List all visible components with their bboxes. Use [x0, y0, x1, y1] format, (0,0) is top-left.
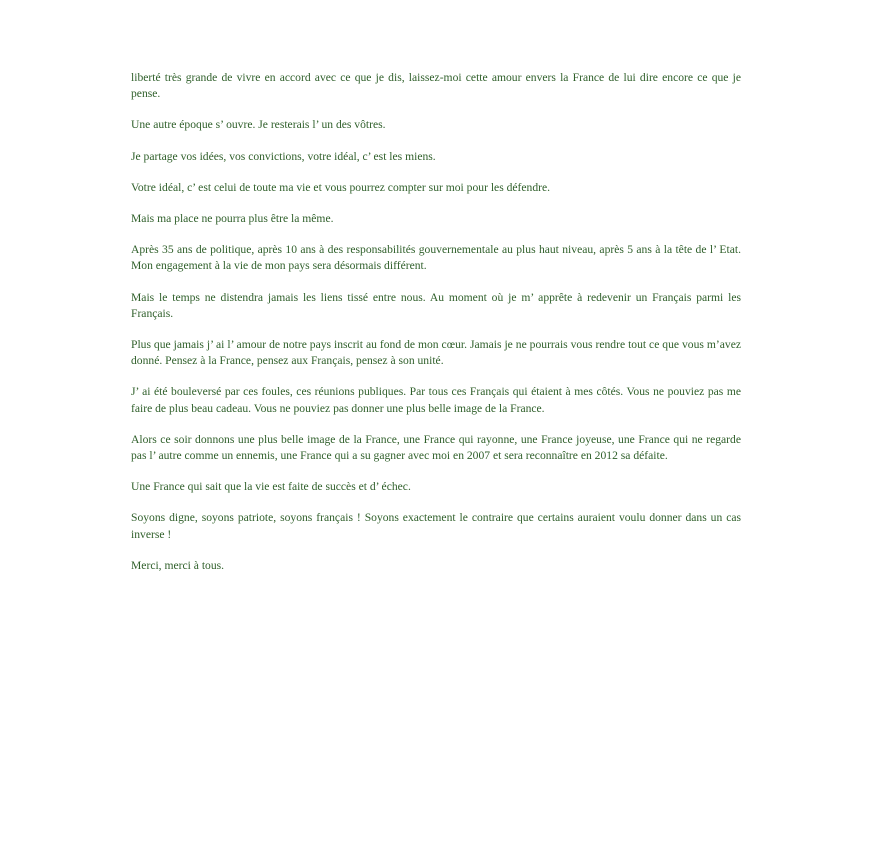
paragraph-12: Soyons digne, soyons patriote, soyons français ! Soyons exactement le contraire que certains auraient voulu donner dans un cas inverse !: [131, 511, 741, 541]
paragraph-8: Plus que jamais j’ ai l’ amour de notre pays inscrit au fond de mon cœur. Jamais je ne pourrais vous rendre tout ce que vous m’avez donné. Pensez à la France, pensez aux Français, pensez à son unité.: [131, 338, 741, 368]
paragraph-3: Je partage vos idées, vos convictions, votre idéal, c’ est les miens.: [131, 149, 436, 163]
paragraph-10: Alors ce soir donnons une plus belle image de la France, une France qui rayonne, une France joyeuse, une France qui ne regarde pas l’ autre comme un ennemis, une France qui a su gagner avec moi en 2007 et sera reconnaître en 2012 sa défaite.: [131, 432, 741, 463]
paragraph-13: Merci, merci à tous.: [131, 558, 225, 572]
paragraph-1: liberté très grande de vivre en accord avec ce que je dis, laissez-moi cette amour envers la France de lui dire encore ce que je pense.: [131, 71, 741, 101]
paragraph-5: Mais ma place ne pourra plus être la même.: [131, 212, 334, 226]
paragraph-9: J’ ai été bouleversé par ces foules, ces réunions publiques. Par tous ces Français qui étaient à mes côtés. Vous ne pouviez pas me faire de plus beau cadeau. Vous ne pouviez pas donner une plus belle image de la France.: [131, 385, 741, 415]
paragraph-2: Une autre époque s’ ouvre. Je resterais l’ un des vôtres.: [131, 118, 386, 132]
paragraph-7: Mais le temps ne distendra jamais les liens tissé entre nous. Au moment où je m’ apprête à redevenir un Français parmi les Français.: [131, 290, 741, 320]
paragraph-4: Votre idéal, c’ est celui de toute ma vie et vous pourrez compter sur moi pour les défendre.: [131, 180, 551, 194]
document-page: [131, 70, 741, 589]
paragraph-6: Après 35 ans de politique, après 10 ans à des responsabilités gouvernementale au plus haut niveau, après 5 ans à la tête de l’ Etat. Mon engagement à la vie de mon pays sera désormais différent.: [131, 243, 741, 273]
paragraph-11: Une France qui sait que la vie est faite de succès et d’ échec.: [131, 480, 411, 494]
